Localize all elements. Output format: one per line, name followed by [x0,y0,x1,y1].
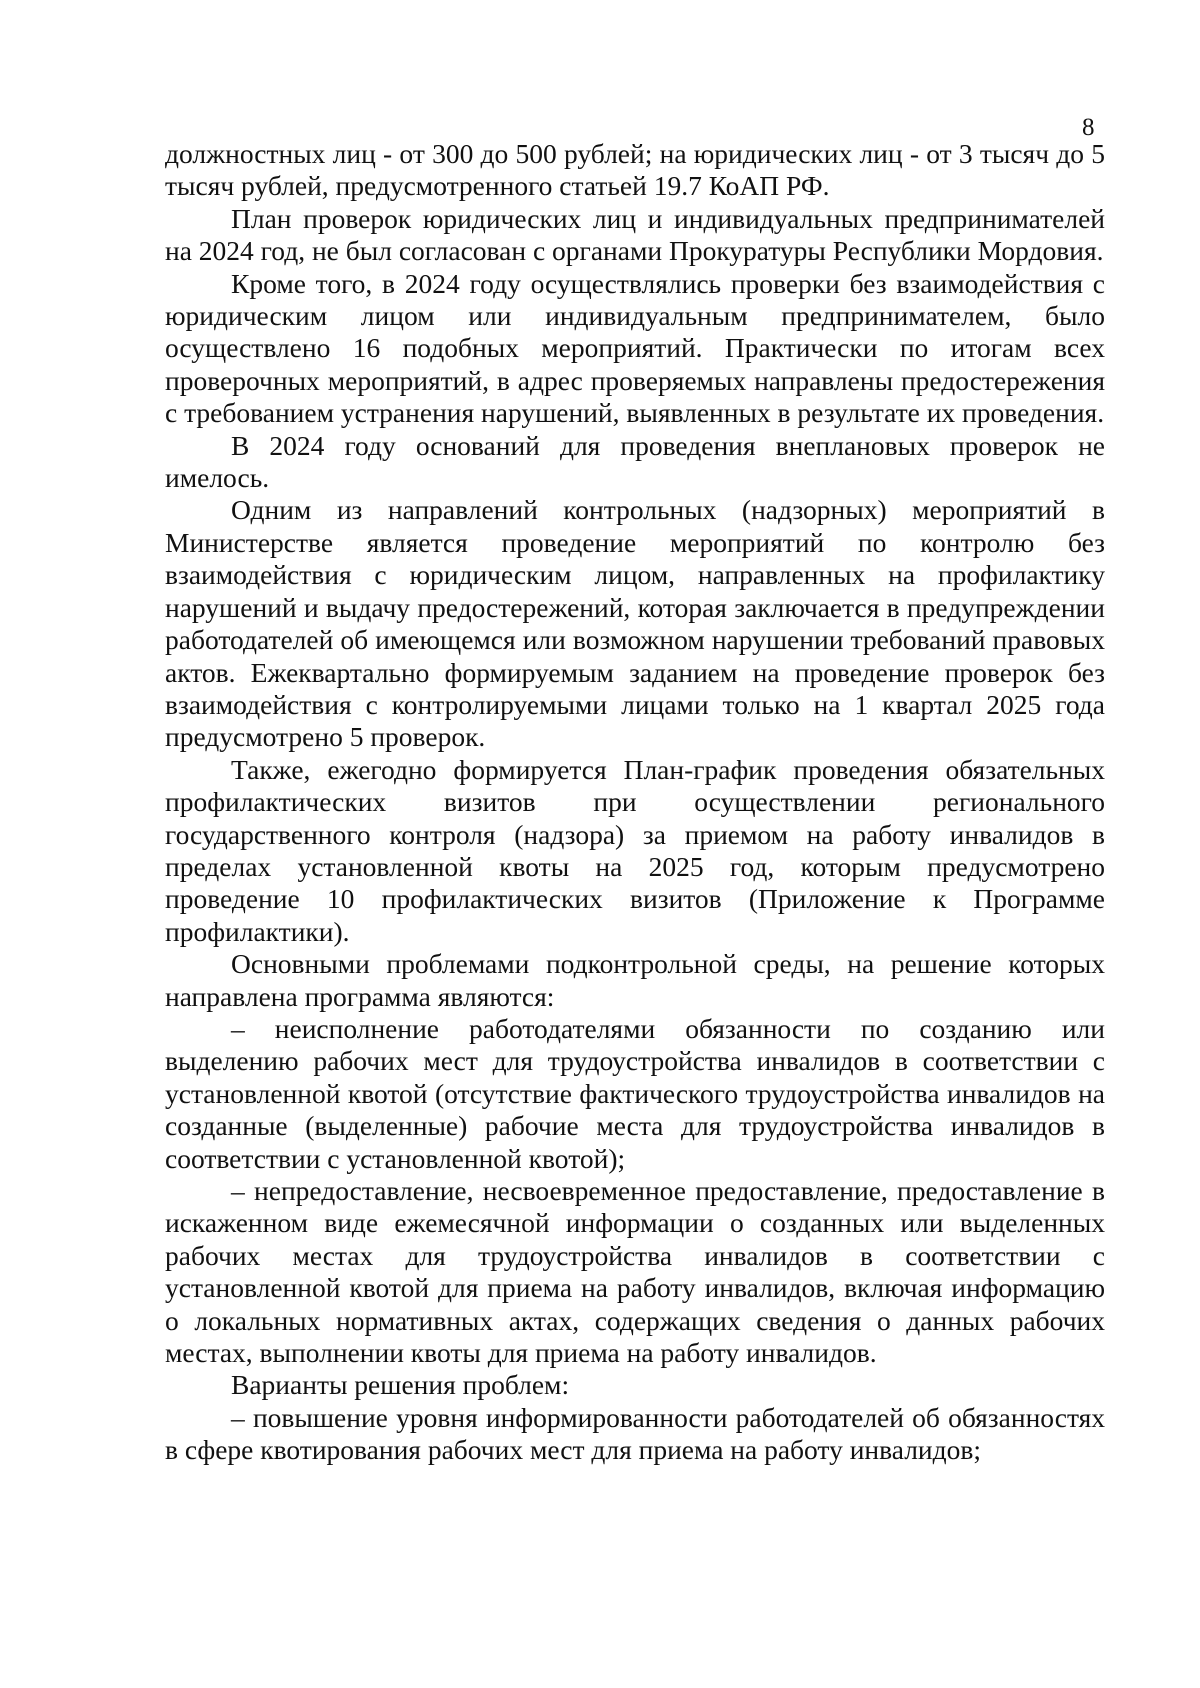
paragraph-fines-continuation: должностных лиц - от 300 до 500 рублей; на юридических лиц - от 3 тысяч до 5 тысяч рублей, предусмотренного статьей 19.7 КоАП РФ. [165,138,1105,202]
paragraph-preventive-visits-schedule: Также, ежегодно формируется План-график проведения обязательных профилактических визитов при осуществлении регионального государственного контроля (надзора) за приемом на работу инвалидов в пределах установленной квоты на 2025 год, которым предусмотрено проведение 10 профилактических визитов (Приложение к Программе профилактики). [165,753,1105,947]
paragraph-inspections-without-interaction: Кроме того, в 2024 году осуществлялись проверки без взаимодействия с юридическим лицом или индивидуальным предпринимателем, было осуществлено 16 подобных мероприятий. Практически по итогам всех проверочных мероприятий, в адрес проверяемых направлены предостережения с требованием устранения нарушений, выявленных в результате их проведения. [165,267,1105,429]
list-item-solution-awareness: – повышение уровня информированности работодателей об обязанностях в сфере квотирования рабочих мест для приема на работу инвалидов; [165,1401,1105,1466]
paragraph-main-problems: Основными проблемами подконтрольной среды, на решение которых направлена программа являются: [165,948,1105,1012]
paragraph-inspection-plan: План проверок юридических лиц и индивидуальных предпринимателей на 2024 год, не был согласован с органами Прокуратуры Республики Мордовия. [165,202,1105,267]
list-item-problem-reporting: – непредоставление, несвоевременное предоставление, предоставление в искаженном виде ежемесячной информации о созданных или выделенных рабочих местах для трудоустройства инвалидов в соответствии с установленной квотой для приема на работу инвалидов, включая информацию о локальных нормативных актах, содержащих сведения о данных рабочих местах, выполнении квоты для приема на работу инвалидов. [165,1175,1105,1369]
page-number: 8 [1082,114,1095,141]
document-body [165,138,1105,1467]
paragraph-control-directions: Одним из направлений контрольных (надзорных) мероприятий в Министерстве является проведение мероприятий по контролю без взаимодействия с юридическим лицом, направленных на профилактику нарушений и выдачу предостережений, которая заключается в предупреждении работодателей об имеющемся или возможном нарушении требований правовых актов. Ежеквартально формируемым заданием на проведение проверок без взаимодействия с контролируемыми лицами только на 1 квартал 2025 года предусмотрено 5 проверок. [165,494,1105,753]
paragraph-unscheduled-inspections: В 2024 году оснований для проведения внеплановых проверок не имелось. [165,429,1105,494]
paragraph-solutions-heading: Варианты решения проблем: [231,1369,570,1401]
list-item-problem-quota: – неисполнение работодателями обязанности по созданию или выделению рабочих мест для трудоустройства инвалидов в соответствии с установленной квотой (отсутствие фактического трудоустройства инвалидов на созданные (выделенные) рабочие места для трудоустройства инвалидов в соответствии с установленной квотой); [165,1012,1105,1174]
